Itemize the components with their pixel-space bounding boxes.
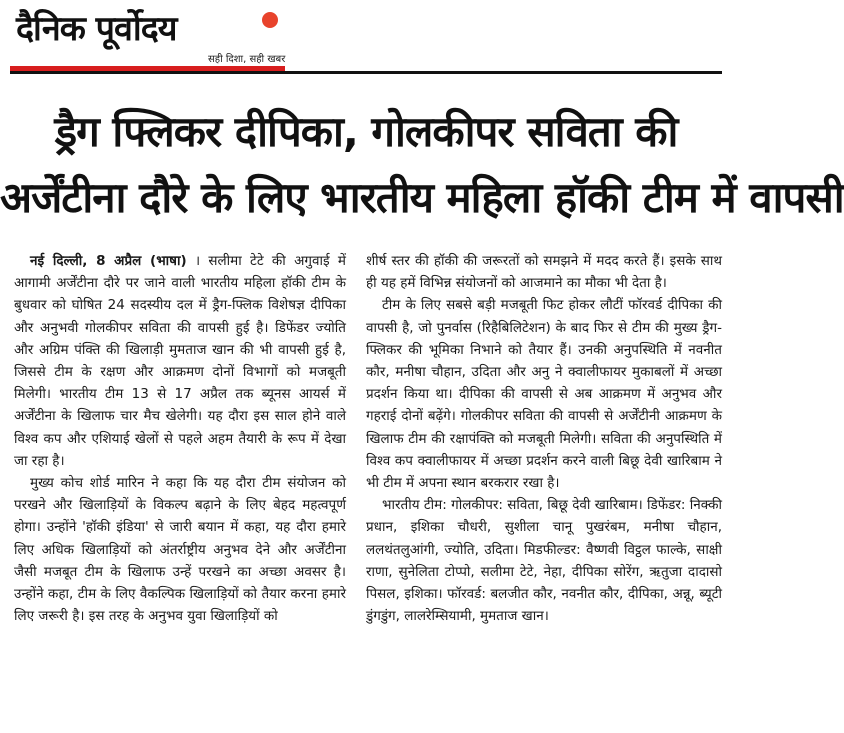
headline-line-1: ड्रैग फ्लिकर दीपिका, गोलकीपर सविता की — [54, 107, 678, 156]
sun-logo-icon — [262, 12, 278, 28]
article-column-right — [366, 250, 722, 733]
article-paragraph: भारतीय टीम: गोलकीपर: सविता, बिछू देवी खारिबाम। डिफेंडर: निक्की प्रधान, इशिका चौधरी, सुशीला चानू पुखरंबम, मनीषा चौहान, ललथंतलुआंगी, ज्योति, उदिता। मिडफील्डर: वैष्णवी विट्ठल फाल्के, साक्षी राणा, सुनेलिता टोप्पो, सलीमा टेटे, नेहा, दीपिका सोरेंग, ऋतुजा दादासो पिसल, इशिका। फॉरवर्ड: बलजीत कौर, नवनीत कौर, दीपिका, अन्नू, ब्यूटी डुंगडुंग, लालरेम्सियामी, मुमताज खान। — [366, 497, 722, 625]
article-paragraph: टीम के लिए सबसे बड़ी मजबूती फिट होकर लौटीं फॉरवर्ड दीपिका की वापसी है, जो पुनर्वास (रिहैबिलिटेशन) के बाद फिर से टीम की मुख्य ड्रैग-फ्लिकर की भूमिका निभाने को तैयार हैं। उनकी अनुपस्थिति में नवनीत कौर, मनीषा चौहान, उदिता और अनु ने क्वालीफायर मुकाबलों में अच्छा प्रदर्शन किया था। दीपिका की वापसी से अब आक्रमण में अनुभव और गहराई दोनों बढ़ेंगे। गोलकीपर सविता की वापसी से अर्जेंटीनी आक्रमण के खिलाफ टीम की रक्षापंक्ति को मजबूती मिलेगी। सविता की अनुपस्थिति में विश्व कप क्वालीफायर में अच्छा प्रदर्शन करने वाली बिछू देवी खारिबाम ने भी टीम में अपना स्थान बरकरार रखा है। — [366, 297, 722, 492]
article-paragraph — [14, 250, 346, 472]
article-paragraph: शीर्ष स्तर की हॉकी की जरूरतों को समझने में मदद करते हैं। इसके साथ ही यह हमें विभिन्न संयोजनों को आजमाने का मौका भी देता है। — [366, 253, 722, 292]
article-column-left — [14, 250, 346, 733]
article-text: । सलीमा टेटे की अगुवाई में आगामी अर्जेंटीना दौरे पर जाने वाली भारतीय महिला हॉकी टीम के बुधवार को घोषित 24 सदस्यीय दल में ड्रैग-फ्लिक विशेषज्ञ दीपिका और अनुभवी गोलकीपर सविता की वापसी हुई है। डिफेंडर ज्योति और अग्रिम पंक्ति की खिलाड़ी मुमताज खान की भी वापसी हुई है, जिससे टीम के रक्षण और आक्रमण दोनों विभागों को मजबूती मिलेगी। भारतीय टीम 13 से 17 अप्रैल तक ब्यूनस आयर्स में अर्जेंटीना के खिलाफ चार मैच खेलेगी। यह दौरा इस साल होने वाले विश्व कप और एशियाई खेलों से पहले अहम तैयारी के रूप में देखा जा रहा है। — [14, 253, 347, 469]
masthead — [10, 4, 330, 74]
article-paragraph: मुख्य कोच शोर्ड मारिन ने कहा कि यह दौरा टीम संयोजन को परखने और खिलाड़ियों के विकल्प बढ़ाने के लिए बेहद महत्वपूर्ण होगा। उन्होंने 'हॉकी इंडिया' से जारी बयान में कहा, यह दौरा हमारे लिए अधिक खिलाड़ियों को अंतर्राष्ट्रीय अनुभव देने और अर्जेंटीना जैसी मजबूत टीम के खिलाफ उन्हें परखने का अच्छा अवसर है। उन्होंने कहा, टीम के लिए वैकल्पिक खिलाड़ियों को तैयार करना हमारे लिए जरूरी है। इस तरह के अनुभव युवा खिलाड़ियों को — [14, 475, 346, 625]
masthead-tagline: सही दिशा, सही खबर — [208, 54, 286, 65]
newspaper-logo: दैनिक पूर्वोदय — [16, 9, 177, 49]
headline-line-2: अर्जेंटीना दौरे के लिए भारतीय महिला हॉकी टीम में वापसी — [0, 173, 844, 222]
dateline: नई दिल्ली, 8 अप्रैल (भाषा) — [30, 253, 187, 269]
masthead-black-rule — [10, 71, 722, 74]
